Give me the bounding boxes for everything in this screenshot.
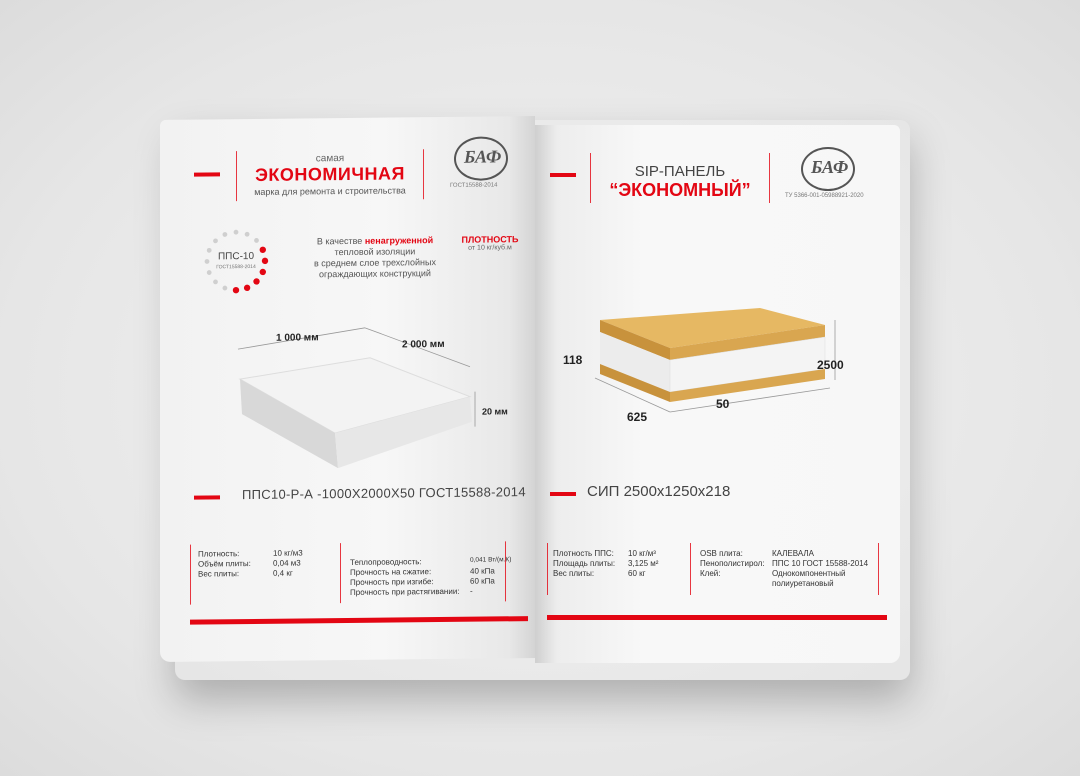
headline-1: SIP-ПАНЕЛЬ <box>634 163 726 180</box>
specs-divider <box>190 545 191 605</box>
spec-value: ППС 10 ГОСТ 15588-2014 <box>772 559 869 568</box>
spec-value: 40 кПа <box>470 566 495 576</box>
spec-row <box>700 579 875 589</box>
baf-logo-icon <box>454 136 508 181</box>
logo-text: БАФ <box>811 157 849 177</box>
header-divider <box>236 151 237 201</box>
dim-50: 50 <box>716 397 730 411</box>
spec-value: 0,041 Вт/(м.К) <box>470 556 512 564</box>
desc-2: тепловой изоляции <box>334 246 416 258</box>
badge-sub: ГОСТ15588-2014 <box>216 263 256 271</box>
ring-dot <box>213 279 218 284</box>
header-divider <box>769 153 770 203</box>
spec-label: Вес плиты: <box>553 569 595 578</box>
header-divider <box>423 149 424 199</box>
spec-value: 0,04 м3 <box>273 558 301 568</box>
ring-dot <box>245 232 250 237</box>
ring-dot <box>223 232 228 237</box>
spec-row <box>700 569 875 579</box>
spec-row <box>553 549 683 559</box>
density-block <box>460 234 520 252</box>
ring-dot <box>223 286 228 291</box>
spec-label: Прочность при изгибе: <box>350 577 434 587</box>
spec-label: Клей: <box>700 569 721 578</box>
headline-sub: марка для ремонта и строительства <box>254 185 406 197</box>
spec-value: 10 кг/м3 <box>273 548 303 558</box>
specs-divider <box>878 543 879 595</box>
spec-value: 10 кг/м³ <box>628 549 656 558</box>
spec-label: OSB плита: <box>700 549 743 558</box>
dim-625: 625 <box>627 410 648 424</box>
spec-value: полиуретановый <box>772 579 834 588</box>
spec-row <box>553 559 683 569</box>
spec-value: 3,125 м² <box>628 559 659 568</box>
spec-label: Объём плиты: <box>198 559 251 569</box>
badge-name: ППС-10 <box>217 250 255 263</box>
ring-dot <box>234 230 239 235</box>
header-red-mark <box>550 173 576 177</box>
desc-1: В качестве <box>316 235 363 247</box>
density-label: ПЛОТНОСТЬ <box>461 234 519 245</box>
spec-row <box>553 569 683 579</box>
foam-board-illustration <box>220 321 510 474</box>
specs-divider <box>547 543 548 595</box>
spec-row <box>198 568 328 579</box>
spec-value: 0,4 кг <box>273 568 293 578</box>
specs-divider <box>690 543 691 595</box>
spec-label: Плотность: <box>198 549 240 559</box>
ring-dot <box>254 238 259 243</box>
headline-big: ЭКОНОМИЧНАЯ <box>255 163 405 185</box>
ring-dot <box>244 285 250 291</box>
footer-red-bar <box>190 616 528 625</box>
product-title: ППС10-Р-А -1000Х2000Х50 ГОСТ15588-2014 <box>242 484 526 503</box>
spec-label: Теплопроводность: <box>350 557 422 567</box>
density-value: от 10 кг/куб.м <box>468 244 512 252</box>
desc-4: ограждающих конструкций <box>319 268 431 280</box>
right-page <box>535 125 900 663</box>
dim-118: 118 <box>563 353 583 367</box>
spec-value: 60 кг <box>628 569 646 578</box>
header-divider <box>590 153 591 203</box>
headline-block <box>245 152 415 197</box>
headline-2: “ЭКОНОМНЫЙ” <box>609 180 751 200</box>
gost-label: ГОСТ15588-2014 <box>450 182 498 189</box>
specs-group-b <box>350 556 512 598</box>
spec-label: Пенополистирол: <box>700 559 765 568</box>
product-title: СИП 2500x1250x218 <box>587 483 731 500</box>
dim-length: 2 000 мм <box>402 338 445 351</box>
dim-width: 1 000 мм <box>276 332 319 344</box>
dim-height: 20 мм <box>482 406 508 417</box>
title-red-mark <box>550 492 576 496</box>
spec-value: - <box>470 586 473 596</box>
ring-dot <box>233 287 239 293</box>
spec-row <box>700 549 875 559</box>
ring-dot <box>253 278 259 284</box>
spec-value: КАЛЕВАЛА <box>772 549 814 558</box>
header-red-mark <box>194 172 220 176</box>
spec-value: Однокомпонентный <box>772 569 846 578</box>
specs-group-a <box>553 549 683 579</box>
specs-divider <box>505 541 506 601</box>
spec-row <box>350 586 500 598</box>
spec-label: Плотность ППС: <box>553 549 614 558</box>
pps10-badge <box>202 227 270 296</box>
spec-label: Прочность на сжатие: <box>350 567 432 577</box>
ring-dot <box>213 238 218 243</box>
spec-value: 60 кПа <box>470 576 495 586</box>
footer-red-bar <box>547 615 887 620</box>
usage-description <box>300 235 450 281</box>
tu-label: ТУ 5366-001-05988921-2020 <box>785 193 864 199</box>
headline-small: самая <box>315 153 345 165</box>
headline-block <box>595 163 765 201</box>
specs-group-b <box>700 549 875 589</box>
ring-dot <box>207 270 212 275</box>
spec-row <box>700 559 875 569</box>
left-page <box>160 116 535 662</box>
spec-label: Вес плиты: <box>198 569 240 579</box>
baf-logo-icon <box>801 147 855 191</box>
dim-2500: 2500 <box>817 358 844 372</box>
desc-3: в среднем слое трехслойных <box>313 257 437 269</box>
logo-text: БАФ <box>464 146 502 167</box>
title-red-mark <box>194 495 220 499</box>
specs-divider <box>340 543 341 603</box>
spec-label: Прочность при растягивании: <box>350 586 460 597</box>
specs-group-a <box>198 548 328 579</box>
desc-highlight: ненагруженной <box>364 235 434 246</box>
spec-label: Площадь плиты: <box>553 559 616 568</box>
